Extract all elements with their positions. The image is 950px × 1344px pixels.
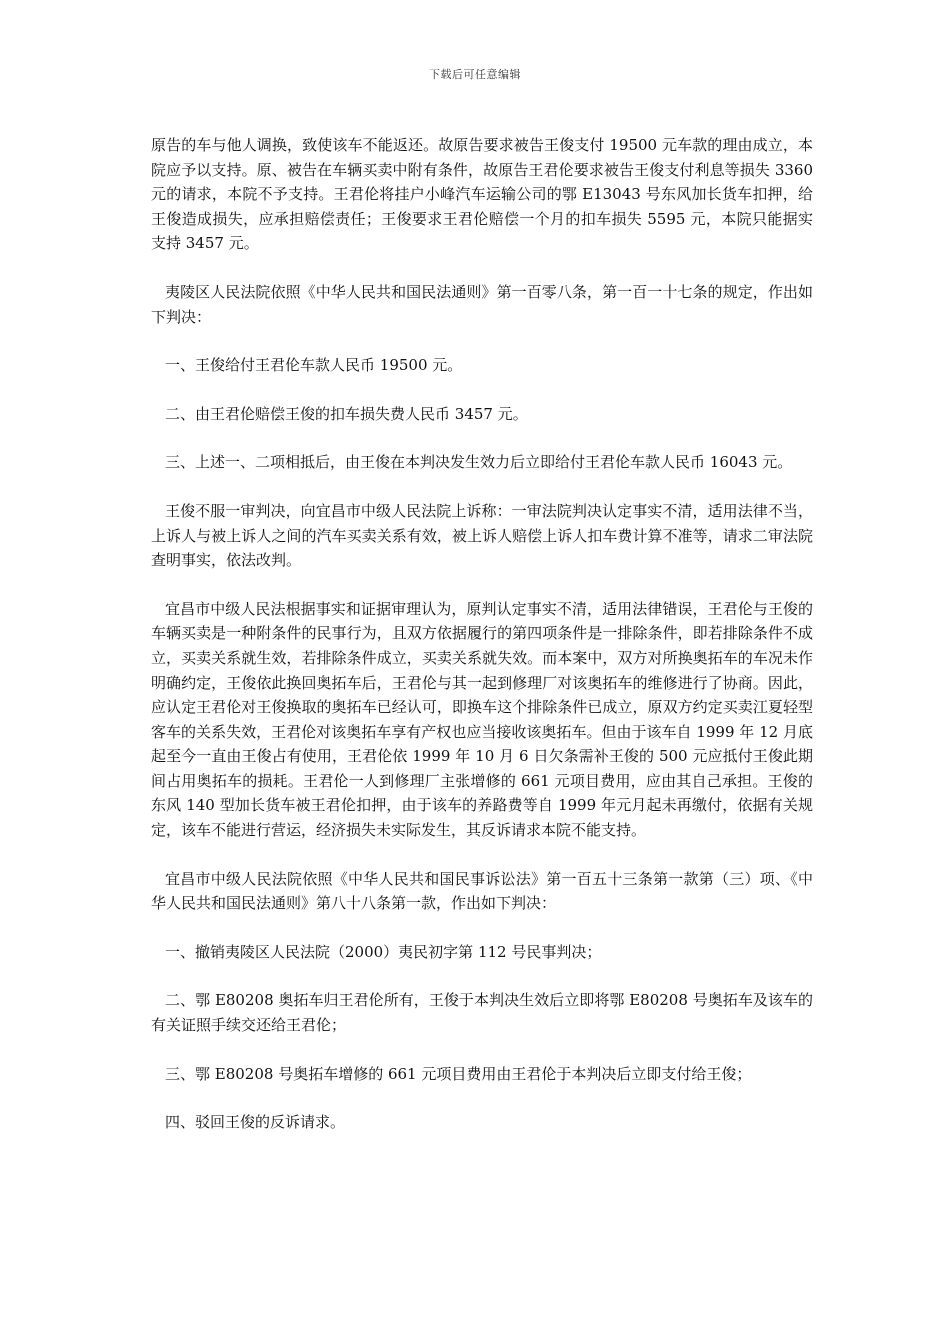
paragraph-11: 三、鄂 E80208 号奥拓车增修的 661 元项目费用由王君伦于本判决后立即支付给王俊； — [165, 1064, 752, 1083]
paragraph-5: 三、上述一、二项相抵后，由王俊在本判决发生效力后立即给付王君伦车款人民币 16043 元。 — [165, 453, 793, 472]
paragraph-10: 二、鄂 E80208 奥拓车归王君伦所有，王俊于本判决生效后立即将鄂 E80208 号奥拓车及该车的有关证照手续交还给王君伦； — [151, 991, 813, 1035]
paragraph-7: 宜昌市中级人民法根据事实和证据审理认为，原判认定事实不清，适用法律错误，王君伦与王俊的车辆买卖是一种附条件的民事行为，且双方依据履行的第四项条件是一排除条件，即若排除条件不成立，买卖关系就生效，若排除条件成立，买卖关系就失效。而本案中，双方对所换奥拓车的车况未作明确约定，王俊依此换回奥拓车后，王君伦与其一起到修理厂对该奥拓车的维修进行了协商。因此，应认定王君伦对王俊换取的奥拓车已经认可，即换车这个排除条件已成立，原双方约定买卖江夏轻型客车的关系失效，王君伦对该奥拓车享有产权也应当接收该奥拓车。但由于该车自 1999 年 12 月底起至今一直由王俊占有使用，王君伦依 1999 年 10 月 6 日欠条需补王俊的 500 元应抵付王俊此期间占用奥拓车的损耗。王君伦一人到修理厂主张增修的 661 元项目费用，应由其自己承担。王俊的东风 140 型加长货车被王君伦扣押，由于该车的养路费等自 1999 年元月起未再缴付，依据有关规定，该车不能进行营运，经济损失未实际发生，其反诉请求本院不能支持。 — [151, 599, 813, 840]
document-body — [151, 133, 813, 1159]
paragraph-2: 夷陵区人民法院依照《中华人民共和国民法通则》第一百零八条，第一百一十七条的规定，作出如下判决： — [151, 282, 813, 326]
paragraph-12: 四、驳回王俊的反诉请求。 — [165, 1113, 346, 1132]
paragraph-9: 一、撤销夷陵区人民法院（2000）夷民初字第 112 号民事判决； — [165, 942, 602, 961]
paragraph-3: 一、王俊给付王君伦车款人民币 19500 元。 — [165, 356, 463, 375]
page-header: 下载后可任意编辑 — [429, 68, 521, 81]
paragraph-6: 王俊不服一审判决，向宜昌市中级人民法院上诉称：一审法院判决认定事实不清，适用法律不当，上诉人与被上诉人之间的汽车买卖关系有效，被上诉人赔偿上诉人扣车费计算不准等，请求二审法院查明事实，依法改判。 — [151, 501, 813, 570]
paragraph-8: 宜昌市中级人民法院依照《中华人民共和国民事诉讼法》第一百五十三条第一款第（三）项、《中华人民共和国民法通则》第八十八条第一款，作出如下判决： — [151, 869, 813, 913]
paragraph-1: 原告的车与他人调换，致使该车不能返还。故原告要求被告王俊支付 19500 元车款的理由成立，本院应予以支持。原、被告在车辆买卖中附有条件，故原告王君伦要求被告王俊支付利息等损失 3360 元的请求，本院不予支持。王君伦将挂户小峰汽车运输公司的鄂 E13043 号东风加长货车扣押，给王俊造成损失，应承担赔偿责任；王俊要求王君伦赔偿一个月的扣车损失 5595 元，本院只能据实支持 3457 元。 — [151, 136, 813, 253]
paragraph-4: 二、由王君伦赔偿王俊的扣车损失费人民币 3457 元。 — [165, 404, 528, 423]
